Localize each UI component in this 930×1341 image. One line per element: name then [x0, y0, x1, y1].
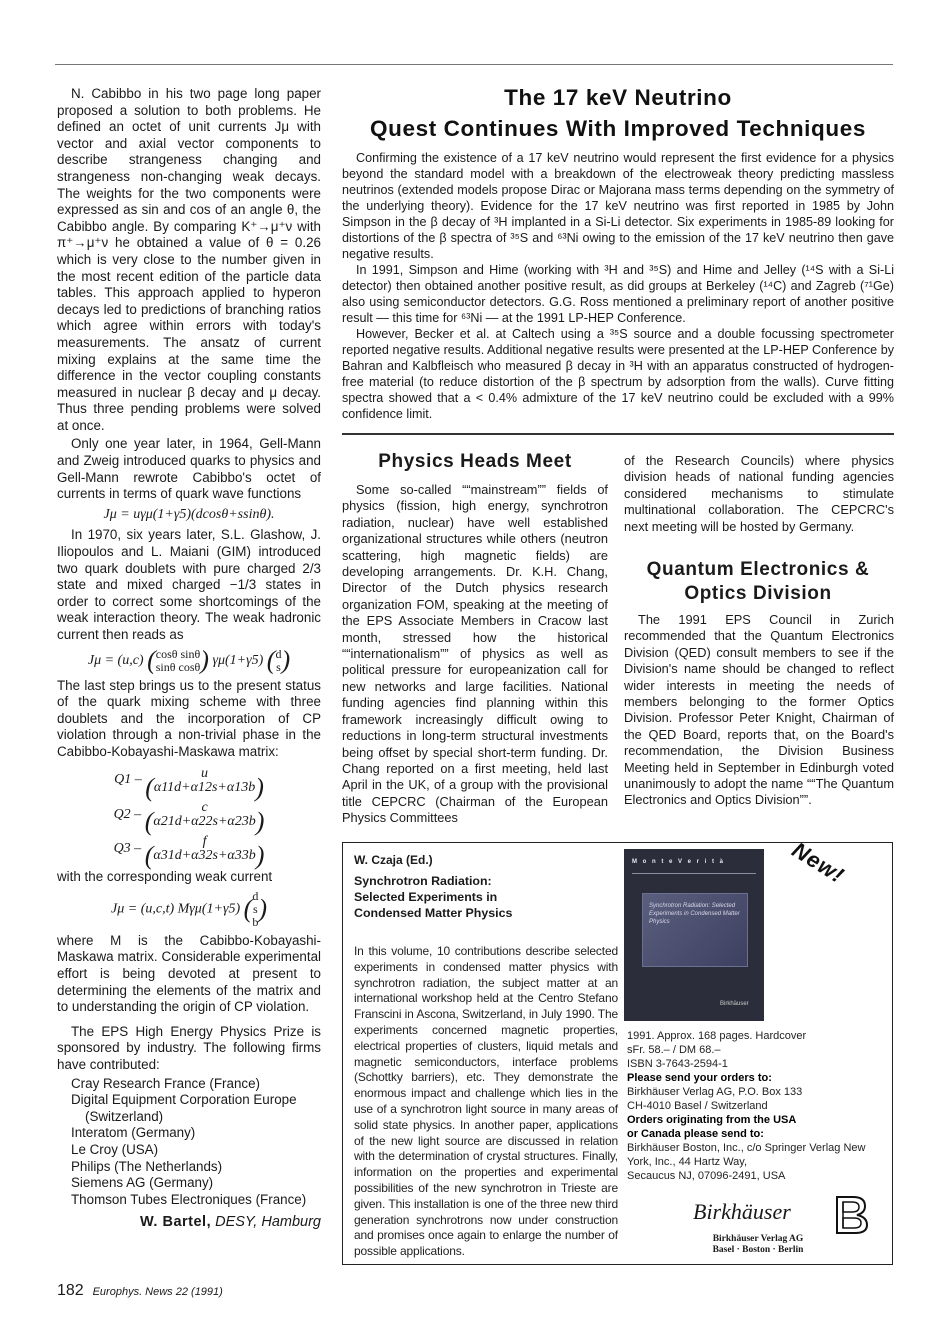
eq-gim-matrix-row1: cosθ sinθ: [155, 646, 201, 661]
book-advertisement: [342, 837, 893, 1265]
q3-expr: α31d+α32s+α33b: [153, 848, 256, 864]
ad-info-line: sFr. 58.– / DM 68.–: [627, 1044, 721, 1056]
eq-ckm-lhs: Jμ = (u,c,t) Mγμ(1+γ5): [111, 901, 241, 917]
quantum-electronics-body: [624, 612, 894, 809]
equation-gim: Jμ = (u,c) (cosθ sinθ sinθ cosθ) γμ(1+γ5) (d s): [87, 645, 291, 675]
main-article-body: [342, 150, 894, 422]
gell-mann-paragraph: Only one year later, in 1964, Gell-Mann and Zweig introduced quarks to physics and Gell-Mann rewrote Cabibbo's octet of currents in terms of quark wave functions: [57, 436, 321, 502]
physics-heads-body: [342, 482, 608, 827]
publisher-company: Birkhäuser Verlag AG: [712, 1234, 804, 1244]
prize-paragraph: The EPS High Energy Physics Prize is sponsored by industry. The following firms have contributed:: [57, 1023, 321, 1072]
q3-equation: Q3 – f (α31d+α32s+α33b): [113, 834, 265, 870]
order-address-line: York, Inc., 44 Hartz Way,: [627, 1156, 748, 1168]
firm-item: Siemens AG (Germany): [71, 1175, 214, 1191]
firm-item: Thomson Tubes Electroniques (France): [71, 1191, 307, 1207]
order-address-line: Birkhäuser Verlag AG, P.O. Box 133: [627, 1086, 803, 1098]
firm-item: Cray Research France (France): [71, 1075, 261, 1091]
eq-gim-vec-d: d: [275, 646, 282, 661]
equation-ckm-current: Jμ = (u,c,t) Mγμ(1+γ5) (d s b): [111, 888, 267, 929]
book-cover-publisher: Birkhäuser: [720, 1001, 749, 1007]
order-address-line: Birkhäuser Boston, Inc., c/o Springer Verlag New: [627, 1142, 866, 1154]
equation-gell-mann: Jμ = uγμ(1+γ5)(dcosθ+ssinθ).: [103, 506, 275, 522]
cabibbo-paragraph: N. Cabibbo in his two page long paper proposed a solution to both problems. He defined an octet of unit currents Jμ with vector and axial vector components to describe strangeness changing and strangeness non-changing weak decays. The weights for the two components were expressed as sin and cos of an angle θ, the Cabibbo angle. By comparing K⁺→μ⁺ν with π⁺→μ⁺ν he obtained a value of θ = 0.26 which is very close to the number given in the most recent edition of the particle data tables. This approach applied to hyperon decays led to predictions of branching ratios which agree within errors with today's measurements. The ansatz of current mixing explains at the same time the difference in the vector coupling constants measured in nuclear β decay and μ decay. Thus three pending problems were solved at once.: [57, 86, 321, 433]
book-cover-image: [624, 849, 764, 1021]
eq-ckm-vec-d: d: [252, 888, 259, 903]
ad-description: In this volume, 10 contributions describe selected experiments in condensed matter physics with synchrotron radiation, the subject matter at an international workshop held at the Centro Stefano Franscini in Ascona, Switzerland, in July 1990. The experiments concerned magnetic properties, electrical properties of clusters, liquid metals and magnetic semiconductors, interface problems (Schottky barriers), etc. They demonstrate the enormous impact and challenge which lies in the use of a synchrotron light source in many areas of solid state physics. In another paper, applications of the new light source are discussed in relation with the determination of crystal structures. Finally, information on the properties and experimental possibilities of the new synchrotron in Trieste are given. This installation is one of the three new third generation synchrotrons now under construction and promises once again to enlarge the number of possible applications.: [354, 944, 618, 1259]
q1-lhs: Q1 –: [114, 772, 142, 788]
publisher-logo-icon: [833, 1193, 871, 1237]
firm-item: Interatom (Germany): [71, 1125, 196, 1141]
ckm-effort-paragraph: where M is the Cabibbo-Kobayashi-Maskawa matrix. Considerable experimental effort is being devoted at present to determining the elements of the matrix and to understanding the origin of CP violation.: [57, 932, 321, 1015]
main-title-line1: The 17 keV Neutrino: [504, 85, 732, 110]
ad-book-title: [354, 873, 624, 921]
q2-lhs: Q2 –: [113, 806, 142, 822]
eq-gim-vec-s: s: [276, 659, 281, 674]
order-address-line: CH-4010 Basel / Switzerland: [627, 1100, 768, 1112]
q2-top: c: [201, 799, 208, 815]
main-article-title: [336, 82, 900, 144]
section-divider: [342, 433, 894, 435]
quantum-electronics-title: [620, 558, 896, 606]
left-column: [57, 86, 321, 1231]
neutrino-paragraph-1: Confirming the existence of a 17 keV neutrino would represent the first evidence for a physics beyond the standard model with a breakdown of the electroweak theory predicting massless neutrinos (extended models propose Dirac or Majorana mass terms depending on the symmetry of the underlying theory). Evidence for the 17 keV neutrino was first reported in 1985 by John Simpson in the β decay of ³H implanted in a Si-Li detector. Six experiments in 1985-89 looking for distortions of the β spectra of ³⁵S and ⁶³Ni owing to the emission of the 17 keV neutrino then gave negative results.: [342, 151, 894, 261]
neutrino-paragraph-3: However, Becker et al. at Caltech using a ³⁵S source and a double focussing spectrometer reported negative results. Additional negative results were presented at the LP-HEP Conference by Bahran and Kalbfleisch who measured β decay in ³H with an apparatus constructed of hydrogen-free material (to reduce distortion of the β spectrum by adsorption from the walls). Curve fitting spectra showed that a < 0.4% admixture of the 17 keV neutrino could be excluded with a 99% confidence limit.: [342, 327, 894, 421]
q3-top: f: [202, 834, 207, 849]
q1-equation: Q1 – u (α11d+α12s+α13b): [114, 765, 264, 802]
eq-gim-mid: γμ(1+γ5): [212, 652, 264, 668]
ad-info-line: ISBN 3-7643-2594-1: [627, 1058, 728, 1070]
order-heading-europe: Please send your orders to:: [627, 1072, 772, 1084]
qe-title-line1: Quantum Electronics &: [646, 559, 870, 580]
gim-paragraph: In 1970, six years later, S.L. Glashow, J. Iliopoulos and L. Maiani (GIM) introduced two quark doublets with pure charged 2/3 state and mixed charged −1/3 states in order to correct some shortcomings of the weak interaction theory. The weak hadronic current then reads as: [57, 527, 321, 642]
ckm-paragraph: The last step brings us to the present status of the quark mixing scheme with three doublets and the incorporation of CP violation through a non-trivial phase in the Cabibbo-Kobayashi-Maskawa matrix:: [57, 677, 321, 759]
main-title-line2: Quest Continues With Improved Techniques: [370, 116, 866, 141]
signature-place: DESY, Hamburg: [215, 1214, 321, 1231]
top-rule: [55, 64, 893, 65]
q3-lhs: Q3 –: [113, 840, 142, 856]
q2-equation: Q2 – c (α21d+α22s+α23b): [113, 799, 265, 836]
page-footer: [57, 1282, 223, 1300]
ad-book-title-line: Selected Experiments in: [354, 890, 498, 904]
order-address-line: Secaucus NJ, 07096-2491, USA: [627, 1170, 786, 1182]
new-badge: New!: [787, 837, 849, 889]
book-cover-series: M o n t e V e r i t à: [632, 859, 756, 874]
ad-order-info: [627, 1029, 887, 1183]
eq-ckm-vec-s: s: [252, 901, 258, 916]
firm-item: Digital Equipment Corporation Europe: [71, 1092, 297, 1108]
physics-heads-continued: [624, 453, 894, 535]
ad-book-title-line: Condensed Matter Physics: [354, 906, 513, 920]
qe-paragraph: The 1991 EPS Council in Zurich recommended that the Quantum Electronics Division (QED) consult members to see if the Division's name should be changed to reflect wider interests in meeting the needs of members belonging to the former Optics Division. Professor Peter Knight, Chairman of the QED Board, reports that, on the Board's recommendation, the Division Business Meeting held in September in Edinburgh voted unanimously to adopt the name ““The Quantum Electronics and Optics Division””.: [624, 612, 894, 808]
order-heading-usa: Orders originating from the USA: [627, 1114, 797, 1126]
physics-heads-continued-text: of the Research Councils) where physics division heads of national funding agencies considered mechanisms to stimulate multinational collaboration. The CEPCRC's next meeting will be hosted by Germany.: [624, 453, 894, 534]
qe-title-line2: Optics Division: [684, 583, 832, 604]
ad-author: W. Czaja (Ed.): [354, 853, 433, 867]
eq-ckm-vec-b: b: [252, 914, 259, 929]
q1-top: u: [201, 765, 209, 781]
physics-heads-paragraph: Some so-called ““mainstream”” fields of physics (fission, high energy, synchrotron radiation, nuclear) have well established organizational structures while others (neutron scattering, high magnetic fields) are developing arrangements. Dr. K.H. Chang, Director of the Dutch physics research organization FOM, speaking at the meeting of the EPS Associate Members in Cracow last month, stressed how the historical ““internationalism”” of physics as well as political pressure for europeanization call for new networks and large facilities. National funding agencies find planning within this framework increasingly difficult owing to reductions in long-term structural investments being offset by special short-term funding. Dr. Chang reported on a first meeting, held last April in the UK, of a group with the provisional title CEPCRC (Chairman of the European Physics Committees: [342, 482, 608, 826]
q1-expr: α11d+α12s+α13b: [153, 779, 256, 795]
ad-info-line: 1991. Approx. 168 pages. Hardcover: [627, 1030, 807, 1042]
firm-item: (Switzerland): [85, 1108, 164, 1124]
order-heading-usa: or Canada please send to:: [627, 1128, 764, 1140]
firm-item: Le Croy (USA): [71, 1141, 159, 1157]
publisher-cities: Basel · Boston · Berlin: [712, 1245, 804, 1255]
weak-current-paragraph: with the corresponding weak current: [57, 869, 273, 885]
journal-citation: Europhys. News 22 (1991): [92, 1286, 223, 1298]
eq-gim-matrix-row2: sinθ cosθ: [155, 659, 201, 674]
neutrino-paragraph-2: In 1991, Simpson and Hime (working with ³H and ³⁵S) and Hime and Jelley (¹⁴S with a Si-Li detector) then obtained another positive result, as did groups at Berkeley (¹⁴C) and Zagreb (⁷¹Ge) also using semiconductor detectors. G.G. Ross mentioned a preliminary report of another positive result — this time for ⁶³Ni — at the 1991 LP-HEP Conference.: [342, 263, 894, 325]
ad-book-title-line: Synchrotron Radiation:: [354, 874, 492, 888]
firm-item: Philips (The Netherlands): [71, 1158, 223, 1174]
physics-heads-title: Physics Heads Meet: [378, 451, 572, 472]
signature-name: W. Bartel,: [140, 1214, 212, 1231]
author-signature: [57, 1214, 321, 1231]
eq-gim-lhs: Jμ = (u,c): [87, 652, 144, 668]
page-number: 182: [57, 1282, 84, 1299]
q2-expr: α21d+α22s+α23b: [153, 814, 256, 829]
book-cover-title: Synchrotron Radiation: Selected Experiments in Condensed Matter Physics: [649, 903, 740, 925]
publisher-logo-name: Birkhäuser: [693, 1199, 791, 1224]
publisher-details: [693, 1234, 823, 1256]
firms-list: [71, 1076, 321, 1209]
